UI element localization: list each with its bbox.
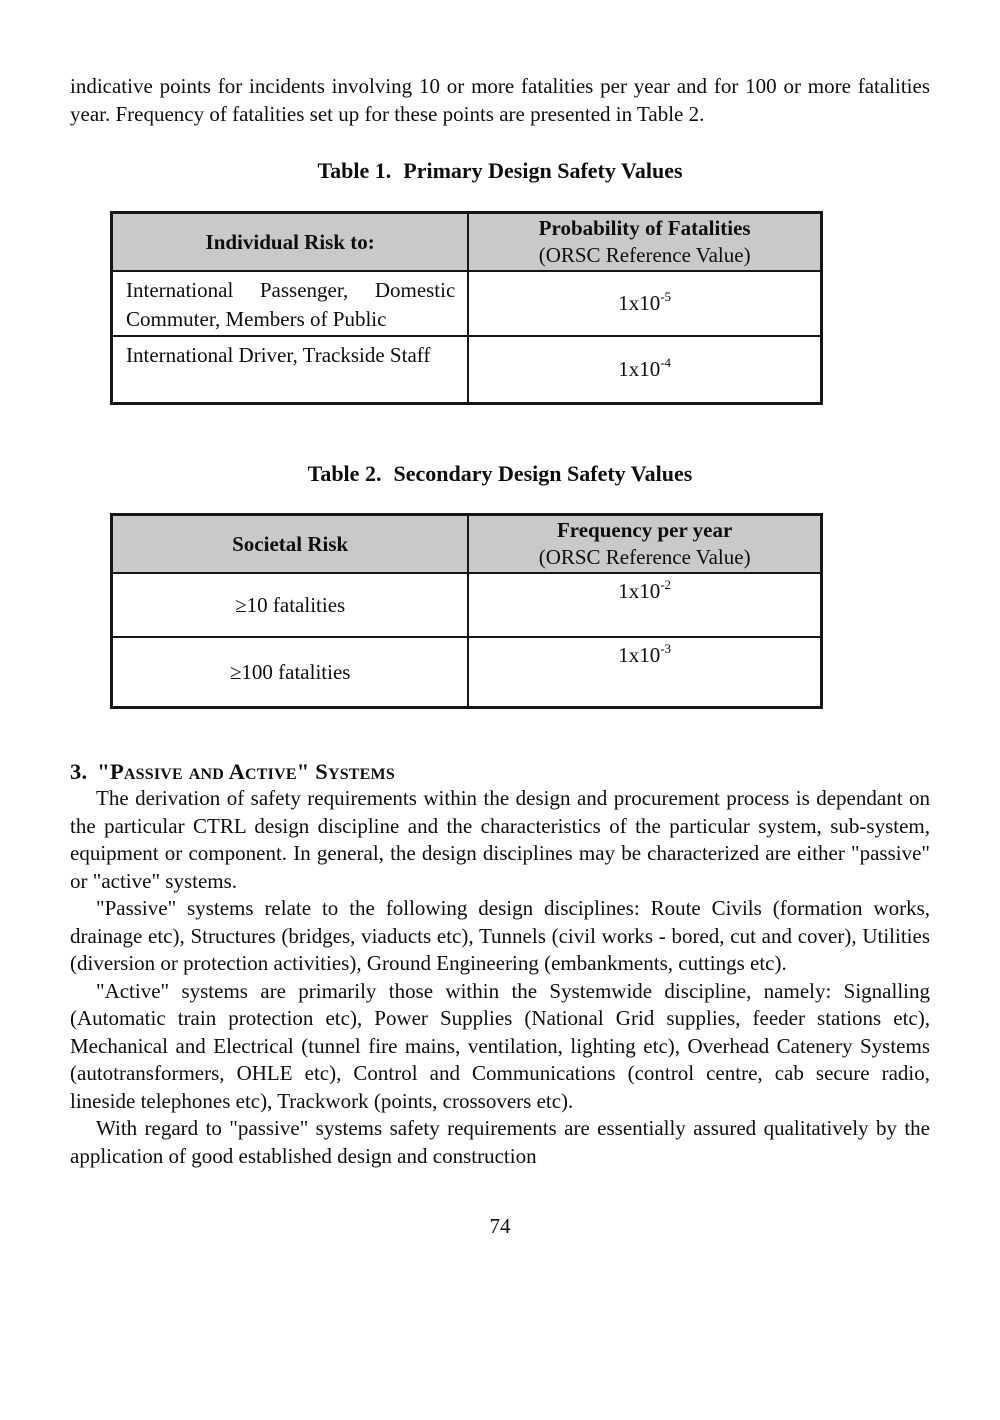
section3-paragraph-2: "Passive" systems relate to the following design disciplines: Route Civils (formation works, drainage etc), Structures (bridges, viaducts etc), Tunnels (civil works - bored, cut and cover), Utilities (diversion or protection activities), Ground Engineering (embankments, cuttings etc). [70,896,930,975]
table1-header-probability-line2: (ORSC Reference Value) [538,243,751,267]
table2-title-label: Table 2. [307,461,382,486]
section3-title: "Passive and Active" Systems [97,759,395,784]
value-exponent: -3 [660,641,672,656]
table2-header-societal-risk: Societal Risk [113,516,469,574]
table1-row1-value-text [618,291,671,316]
table1-header-probability-line1: Probability of Fatalities [538,216,751,240]
table1-title-label: Table 1. [317,158,392,183]
table1-header-individual-risk: Individual Risk to: [113,214,469,272]
value-base: 1x10 [618,291,661,315]
intro-paragraph: indicative points for incidents involving 10 or more fatalities per year and for 100 or more fatalities year. Frequency of fatalities set up for these points are presented in Table 2. [70,74,930,126]
table2-header-frequency [469,516,820,574]
value-exponent: -4 [660,355,672,370]
table2-title [70,461,930,487]
table2-row1-value-text [618,579,671,604]
value-base: 1x10 [618,643,661,667]
section3-heading [70,759,930,785]
table2-row1-value [469,574,820,638]
table1-header-probability [469,214,820,272]
table1-title-text: Primary Design Safety Values [403,158,683,183]
table2-row2-label: ≥100 fatalities [113,638,469,706]
table2-title-text: Secondary Design Safety Values [393,461,693,486]
value-exponent: -2 [660,577,672,592]
table1-row2-value-text [618,357,671,382]
table2 [110,513,823,709]
table1-row2-label: International Driver, Trackside Staff [113,337,469,402]
table2-row2-value-text [618,643,671,668]
table2-header-frequency-line1: Frequency per year [556,518,733,542]
table2-header-frequency-line2: (ORSC Reference Value) [538,545,751,569]
table1-row1-value [469,272,820,337]
table1-title [70,158,930,184]
page-number: 74 [489,1214,511,1238]
table1 [110,211,823,405]
table1-row2-value [469,337,820,402]
value-base: 1x10 [618,579,661,603]
section3-number: 3. [70,759,88,784]
table2-row2-value [469,638,820,706]
section3-paragraph-1: The derivation of safety requirements within the design and procurement process is dependant on the particular CTRL design discipline and the characteristics of the particular system, sub-system, equipment or component. In general, the design disciplines may be characterized are either "passive" or "active" systems. [70,786,930,893]
table2-row1-label: ≥10 fatalities [113,574,469,638]
section3-paragraph-4: With regard to "passive" systems safety requirements are essentially assured qualitatively by the application of good established design and construction [70,1116,930,1168]
value-exponent: -5 [660,289,672,304]
value-base: 1x10 [618,357,661,381]
table1-row1-label: International Passenger, Domestic Commuter, Members of Public [113,272,469,337]
section3-paragraph-3: "Active" systems are primarily those within the Systemwide discipline, namely: Signalling (Automatic train protection etc), Power Supplies (National Grid supplies, feeder stations etc), Mechanical and Electrical (tunnel fire mains, ventilation, lighting etc), Overhead Catenery Systems (autotransformers, OHLE etc), Control and Communications (control centre, cab secure radio, lineside telephones etc), Trackwork (points, crossovers etc). [70,978,930,1113]
